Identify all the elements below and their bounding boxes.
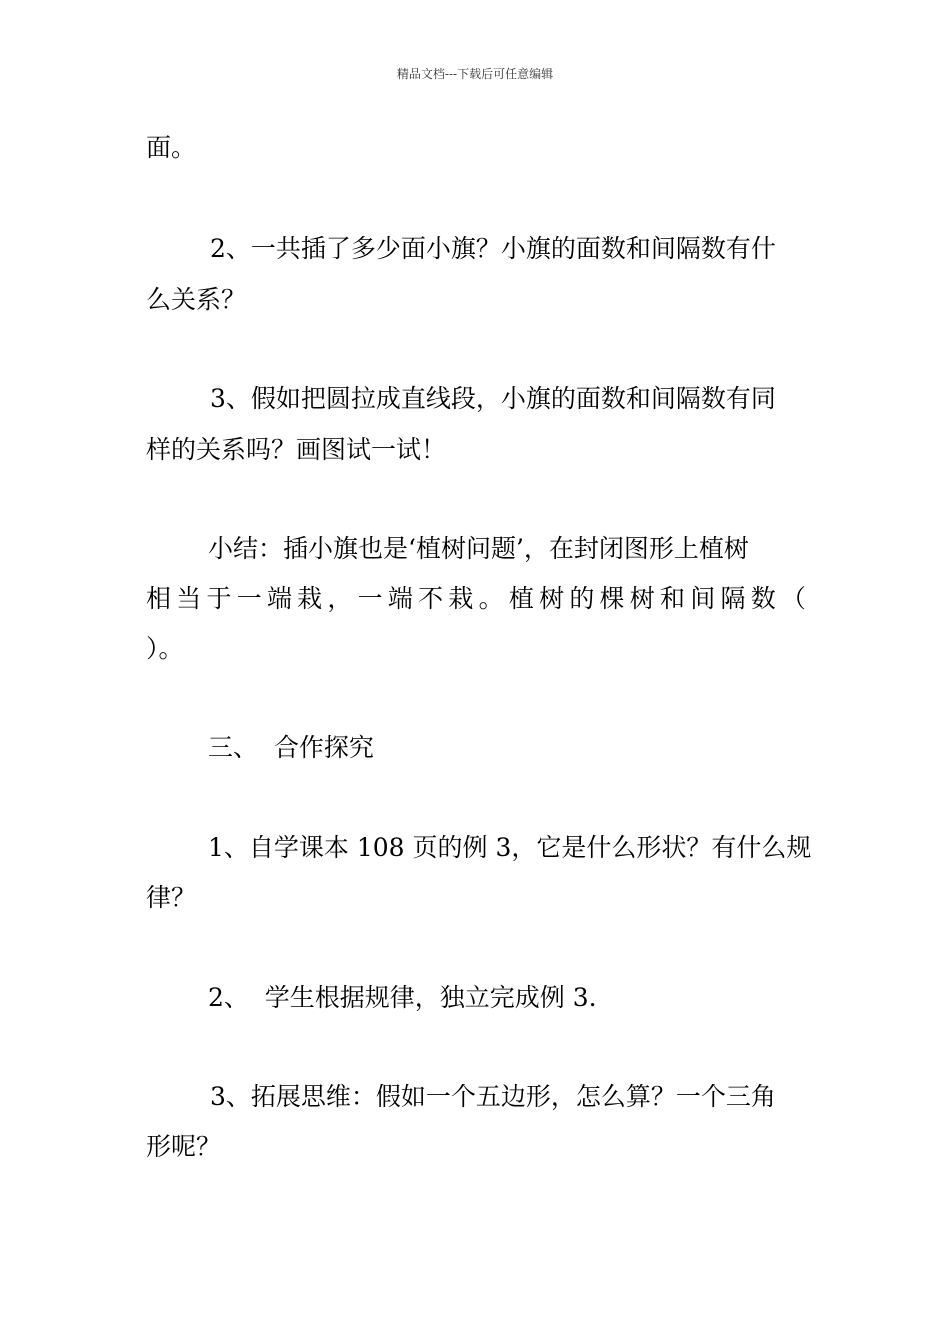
question-2-line-2: 么关系？ xyxy=(146,285,247,314)
page-header: 精品文档---下载后可任意编辑 xyxy=(396,67,554,81)
text-line-1: 面。 xyxy=(146,133,197,162)
summary-line-2: 相当于一端栽，一端不栽。植树的棵树和间隔数（ xyxy=(146,584,806,613)
task-3-line-1: 3、拓展思维：假如一个五边形，怎么算？一个三角 xyxy=(210,1082,776,1111)
task-1-line-1: 1、自学课本 108 页的例 3，它是什么形状？有什么规 xyxy=(208,833,812,862)
question-2-line-1: 2、一共插了多少面小旗？小旗的面数和间隔数有什 xyxy=(210,234,776,263)
summary-line-1: 小结：插小旗也是‘植树问题’，在封闭图形上植树 xyxy=(208,534,749,563)
question-3-line-2: 样的关系吗？画图试一试！ xyxy=(146,435,447,464)
task-2-line: 2、 学生根据规律，独立完成例 3. xyxy=(208,983,597,1012)
question-3-line-1: 3、假如把圆拉成直线段，小旗的面数和间隔数有同 xyxy=(210,384,776,413)
section-heading: 三、 合作探究 xyxy=(208,733,374,762)
summary-line-3: ）。 xyxy=(146,634,184,663)
task-3-line-2: 形呢？ xyxy=(146,1132,222,1161)
task-1-line-2: 律？ xyxy=(146,883,197,912)
